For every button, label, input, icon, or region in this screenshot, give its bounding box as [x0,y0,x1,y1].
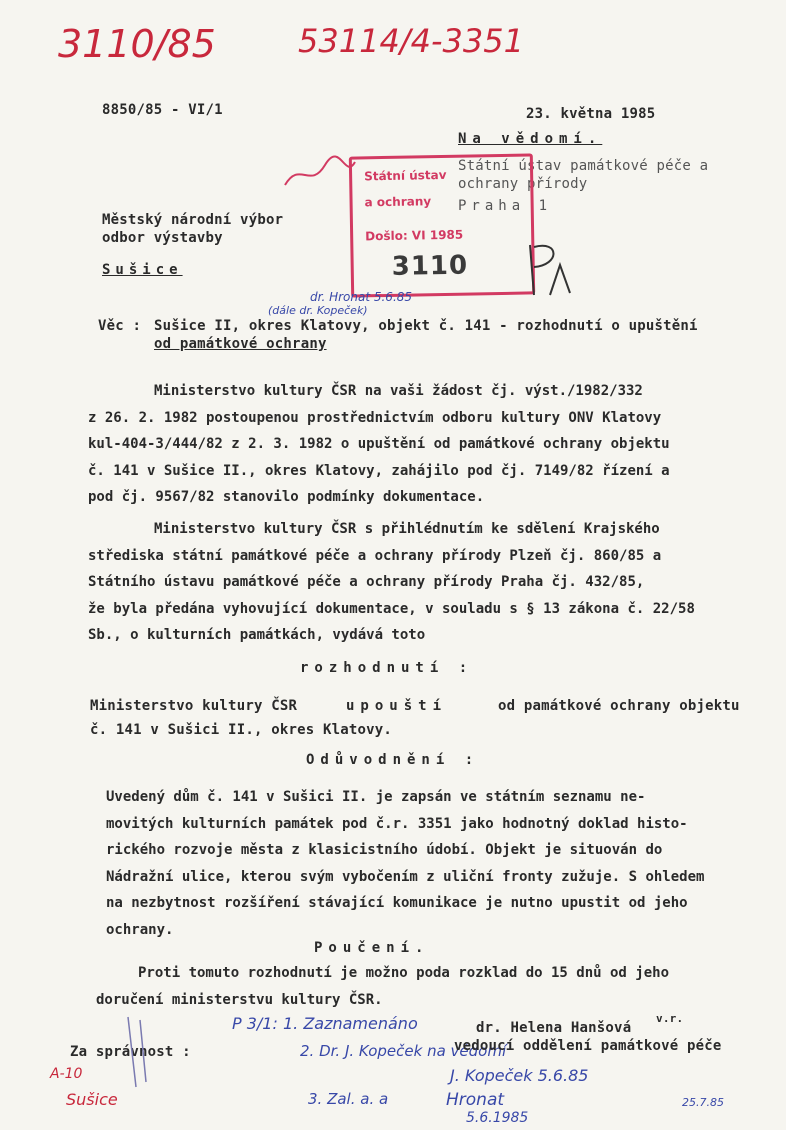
document-date: 23. května 1985 [526,106,656,122]
handwritten-left-signature: Sušice [66,1090,118,1109]
signatory-name: dr. Helena Hanšová [476,1020,632,1036]
subject-line-2: od památkové ochrany [154,336,327,352]
addressee-city: Sušice [102,262,183,278]
cc-line-1: Státní ústav památkové péče a [458,158,709,174]
reason-heading: Odůvodnění : [306,752,480,768]
handwritten-signature-kopecek: J. Kopeček 5.6.85 [450,1066,589,1085]
annotation-hronat: dr. Hronat 5.6.85 [310,290,413,304]
paragraph-2 [88,516,768,649]
handwritten-signature-hronat: Hronat [446,1090,505,1110]
p4-line: doručení ministerstvu kultury ČSR. [96,991,383,1008]
addressee-line-1: Městský národní výbor [102,212,284,228]
p3-line: rického rozvoje města z klasicistního údobí. Objekt je situován do [106,842,663,858]
p1-line: Ministerstvo kultury ČSR na vaši žádost čj. výst./1982/332 [154,383,643,399]
p3-line: Uvedený dům č. 141 v Sušici II. je zapsán ve státním seznamu ne- [106,789,646,805]
handwritten-note-3: 3. Zal. a. a [308,1090,389,1108]
handwritten-note-2: 2. Dr. J. Kopeček na vědomí [300,1042,507,1060]
cc-line-2: ochrany přírody [458,176,588,192]
p3-line: na nezbytnost rozšíření stávající komunikace je nutno upustit od jeho [106,895,688,911]
p2-line: Ministerstvo kultury ČSR s přihlédnutím ke sdělení Krajského [154,521,660,537]
decision-heading: rozhodnutí : [300,660,474,676]
handwritten-file-number-right: 53114/4-3351 [298,22,524,60]
decision-line-2: č. 141 v Sušici II., okres Klatovy. [90,722,393,738]
reference-number: 8850/85 - VI/1 [102,102,223,118]
pencil-signature-mark [118,1012,158,1092]
stamp-line-3: Došlo: VI 1985 [365,227,464,244]
p2-line: střediska státní památkové péče a ochrany přírody Plzeň čj. 860/85 a [88,547,662,564]
red-scribble-mark [280,150,360,200]
p1-line: kul-404-3/444/82 z 2. 3. 1982 o upuštění od památkové ochrany objektu [88,436,670,452]
cc-line-3: Praha 1 [458,198,553,214]
instruction-heading: Poučení. [314,940,430,956]
stamp-line-2: a ochrany [364,194,432,210]
paragraph-3 [88,784,768,943]
p3-line: movitých kulturních památek pod č.r. 3351 jako hodnotný doklad histo- [106,815,688,832]
stamp-number: 3110 [391,250,469,282]
p4-line: Proti tomuto rozhodnutí je možno poda rozklad do 15 dnů od jeho [138,965,670,981]
p1-line: pod čj. 9567/82 stanovilo podmínky dokumentace. [88,489,485,505]
p2-line: Státního ústavu památkové péče a ochrany přírody Praha čj. 432/85, [88,574,645,590]
handwritten-right-mark: 25.7.85 [682,1096,724,1109]
subject-label: Věc : [98,318,142,334]
p1-line: z 26. 2. 1982 postoupenou prostřednictvím odboru kultury ONV Klatovy [88,409,662,426]
signatory-vr: v.r. [656,1012,684,1025]
stamp-line-1: Státní ústav [364,167,447,184]
decision-line-1a: Ministerstvo kultury ČSR [90,698,298,714]
received-stamp [349,153,535,297]
p1-line: č. 141 v Sušice II., okres Klatovy, zahájilo pod čj. 7149/82 řízení a [88,462,670,479]
za-spravnost-label: Za správnost : [70,1044,191,1060]
pencil-initials-mark [520,235,590,305]
p3-line: Nádražní ulice, kterou svým vybočením z uliční fronty zužuje. S ohledem [106,868,705,885]
annotation-kopecek: (dále dr. Kopeček) [268,304,368,317]
cc-label: Na vědomí. [458,131,603,147]
handwritten-date-bottom: 5.6.1985 [466,1110,529,1126]
p2-line: že byla předána vyhovující dokumentace, v souladu s § 13 zákona č. 22/58 [88,600,695,617]
decision-line-1c: od památkové ochrany objektu [498,698,740,714]
paragraph-1 [88,378,768,511]
handwritten-file-number-left: 3110/85 [58,22,216,66]
handwritten-note-1: P 3/1: 1. Zaznamenáno [232,1014,418,1033]
p2-line: Sb., o kulturních památkách, vydává toto [88,627,426,643]
p3-line: ochrany. [106,921,174,938]
signatory-title: vedoucí oddělení památkové péče [454,1038,722,1054]
subject-line-1: Sušice II, okres Klatovy, objekt č. 141 - rozhodnutí o upuštění [154,318,698,334]
handwritten-left-mark: A-10 [50,1066,83,1082]
paragraph-4 [88,960,768,1013]
addressee-line-2: odbor výstavby [102,230,223,246]
decision-line-1b: upouští [346,698,448,714]
